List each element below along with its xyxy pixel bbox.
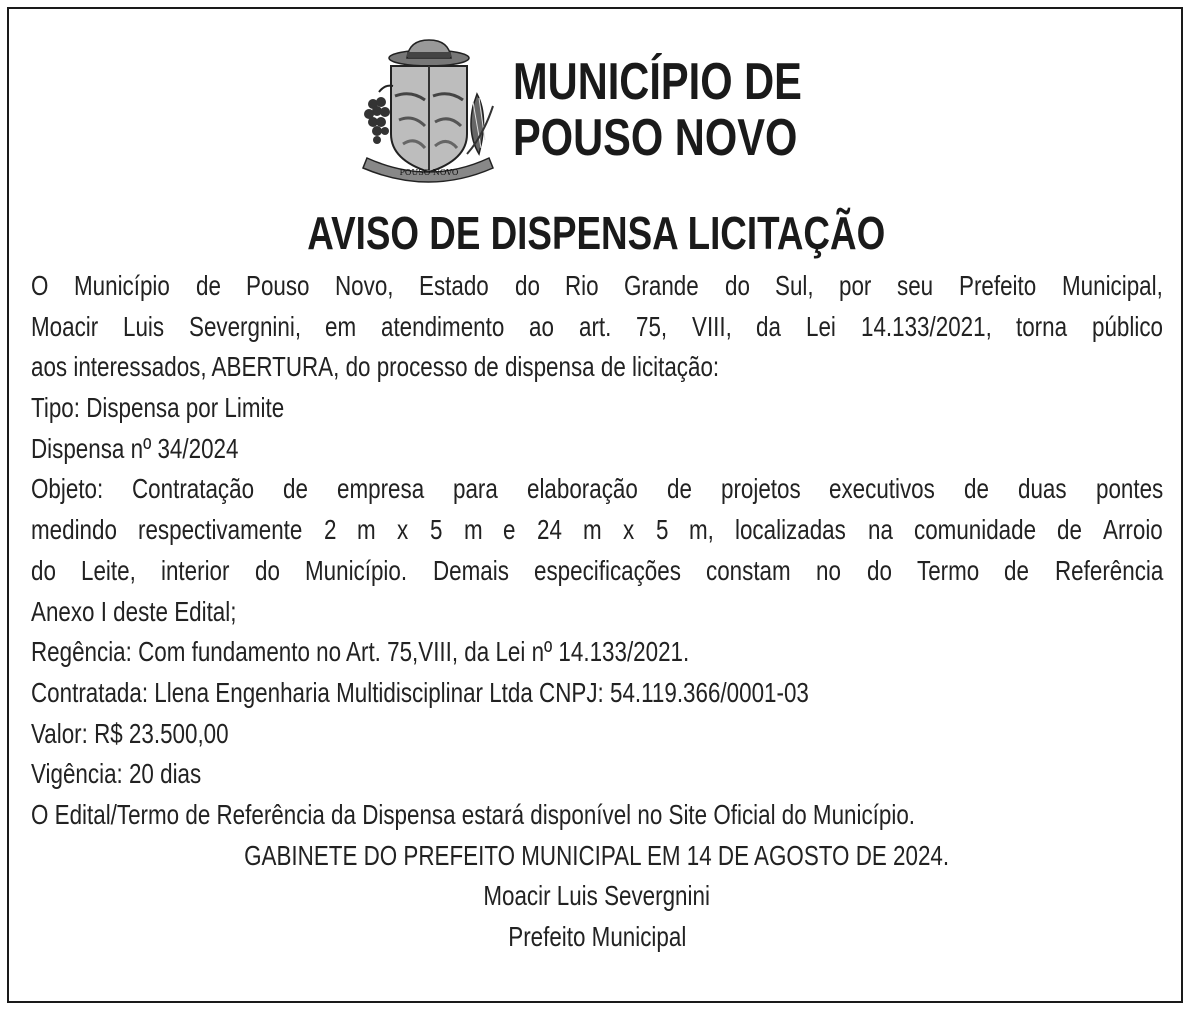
word: do — [514, 270, 540, 301]
word: atendimento — [381, 310, 505, 342]
municipality-name — [513, 54, 802, 166]
word: 75, — [635, 310, 668, 342]
paragraph-line — [31, 266, 1163, 307]
valor-line: Valor: R$ 23.500,00 — [31, 717, 229, 749]
municipality-name-line1: MUNICÍPIO DE — [513, 53, 802, 111]
word: Prefeito — [959, 270, 1037, 301]
word: Demais — [432, 554, 509, 586]
word: Referência — [1054, 554, 1163, 586]
word: Leite, — [81, 554, 137, 586]
word: de — [964, 473, 990, 505]
word: torna — [1016, 310, 1068, 342]
word: medindo — [31, 514, 117, 546]
word: respectivamente — [138, 514, 303, 546]
word: de — [1004, 554, 1030, 586]
svg-text:POUSO NOVO: POUSO NOVO — [399, 168, 459, 177]
word: Severgnini, — [188, 310, 301, 342]
word: Municipal, — [1061, 270, 1163, 301]
word: Pouso — [246, 270, 310, 301]
word: m — [583, 514, 602, 546]
paragraph-line: aos interessados, ABERTURA, do processo de dispensa de licitação: — [31, 351, 720, 383]
objeto-line — [31, 469, 1163, 510]
gabinete-line: GABINETE DO PREFEITO MUNICIPAL EM 14 DE AGOSTO DE 2024. — [244, 839, 950, 871]
word: para — [453, 473, 499, 505]
word: da — [756, 310, 782, 342]
word: comunidade — [913, 514, 1036, 546]
word: Município. — [305, 554, 408, 586]
word: de — [1057, 514, 1082, 546]
word: 2 — [323, 514, 337, 546]
word: empresa — [337, 473, 425, 505]
word: 24 — [537, 514, 563, 546]
objeto-line — [31, 551, 1163, 592]
word: Termo — [916, 554, 980, 586]
word: 5 — [429, 514, 443, 546]
vigencia-line: Vigência: 20 dias — [31, 758, 202, 790]
contratada-line: Contratada: Llena Engenharia Multidisciplinar Ltda CNPJ: 54.119.366/0001-03 — [31, 676, 809, 708]
notice-title-wrap — [0, 205, 1193, 261]
word: VIII, — [691, 310, 732, 342]
word: de — [195, 270, 221, 301]
municipality-name-line2: POUSO NOVO — [513, 109, 798, 167]
word: do — [866, 554, 892, 586]
word: m — [357, 514, 377, 546]
notice-title: AVISO DE DISPENSA LICITAÇÃO — [307, 207, 886, 259]
word: por — [839, 270, 872, 301]
notice-body — [31, 266, 1163, 958]
word: em — [325, 310, 357, 342]
word: 5 — [655, 514, 669, 546]
paragraph-line — [31, 307, 1163, 348]
word: Lei — [805, 310, 836, 342]
dispensa-number-line: Dispensa nº 34/2024 — [31, 432, 239, 464]
word: constam — [706, 554, 792, 586]
word: Estado — [419, 270, 490, 301]
word: m, — [689, 514, 715, 546]
word: executivos — [829, 473, 936, 505]
word: x — [623, 514, 635, 546]
word: pontes — [1095, 473, 1163, 505]
word: localizadas — [735, 514, 847, 546]
word: m — [463, 514, 483, 546]
word: Novo, — [335, 270, 394, 301]
word: do — [31, 554, 56, 586]
word: Contratação — [132, 473, 255, 505]
tipo-line: Tipo: Dispensa por Limite — [31, 392, 285, 424]
word: de — [666, 473, 692, 505]
word: duas — [1018, 473, 1067, 505]
word: elaboração — [527, 473, 638, 505]
word: interior — [161, 554, 230, 586]
word: Sul, — [775, 270, 814, 301]
notice-header — [355, 36, 875, 186]
edital-line: O Edital/Termo de Referência da Dispensa estará disponível no Site Oficial do Município. — [31, 798, 916, 830]
word: Moacir — [31, 310, 99, 342]
word: Arroio — [1103, 514, 1163, 546]
signer-role: Prefeito Municipal — [507, 921, 687, 952]
word: Grande — [624, 270, 700, 301]
word: e — [503, 514, 516, 546]
word: seu — [897, 270, 934, 301]
word: Rio — [565, 270, 599, 301]
word: 14.133/2021, — [860, 310, 992, 342]
word: do — [255, 554, 281, 586]
word: público — [1091, 310, 1163, 342]
objeto-line: Anexo I deste Edital; — [31, 595, 237, 627]
word: art. — [578, 310, 612, 342]
signer-name: Moacir Luis Severgnini — [483, 880, 711, 912]
word: de — [283, 473, 309, 505]
word: Objeto: — [31, 473, 104, 505]
word: projetos — [720, 473, 801, 505]
word: ao — [529, 310, 555, 342]
objeto-line — [31, 510, 1163, 551]
regencia-line: Regência: Com fundamento no Art. 75,VIII, da Lei nº 14.133/2021. — [31, 636, 690, 668]
word: especificações — [534, 554, 682, 586]
word: O — [31, 270, 49, 301]
word: do — [724, 270, 750, 301]
coat-of-arms-icon — [355, 36, 500, 184]
word: no — [816, 554, 842, 586]
word: na — [867, 514, 893, 546]
word: Luis — [122, 310, 165, 342]
word: x — [397, 514, 409, 546]
word: Município — [74, 270, 170, 301]
